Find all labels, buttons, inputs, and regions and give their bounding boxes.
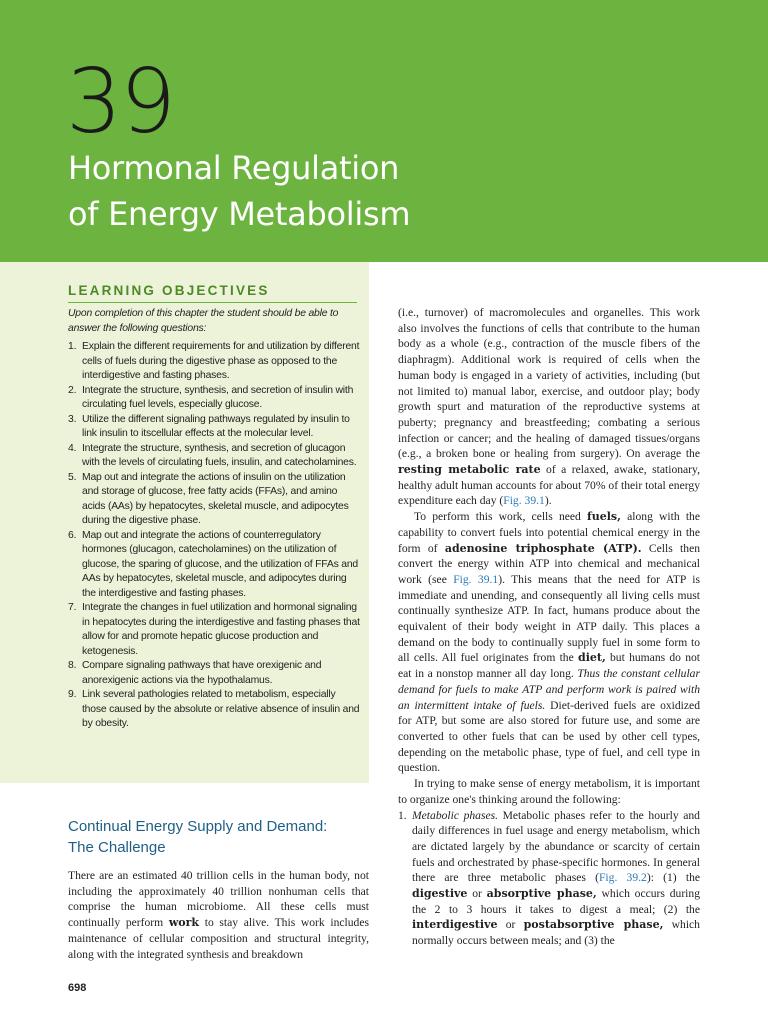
body-text: There are an estimated 40 trillion cells in the human body, not including the approximately 40 trillion nonhuman cells that comprise the human microbiome. All these cells must continually perform [68, 869, 369, 930]
body-text: ). [544, 494, 552, 508]
objective-number: 5. [68, 471, 77, 483]
list-item [398, 808, 700, 949]
objective-text: Integrate the structure, synthesis, and secretion of insulin with circulating fuel levels, especially glucose. [82, 384, 354, 410]
objective-text: Explain the different requirements for and utilization by different cells of fuels during the digestive phase as opposed to the interdigestive and fasting phases. [82, 341, 360, 381]
learning-objectives-heading: LEARNING OBJECTIVES [68, 283, 270, 298]
objective-item [68, 413, 360, 442]
body-text: which normally occurs between meals; and (3) the [412, 918, 700, 948]
left-column-paragraph [68, 868, 369, 962]
paragraph [398, 509, 700, 776]
body-text: or [497, 918, 524, 932]
keyword: interdigestive [412, 918, 498, 932]
objective-number: 6. [68, 529, 77, 541]
objective-text: Link several pathologies related to metabolism, especially those caused by the absolute or relative absence of insulin and by obesity. [82, 689, 360, 729]
objective-text: Compare signaling pathways that have orexigenic and anorexigenic actions via the hypothalamus. [82, 660, 322, 686]
objective-number: 9. [68, 689, 77, 700]
chapter-title-line: of Energy Metabolism [68, 195, 411, 233]
body-text: Metabolic phases refer to the hourly and daily differences in fuel usage and energy metabolism, which are dictated largely by the abundance or scarcity of certain fuels and orchestrated by phase-specific hormones. In general there are three metabolic phases ( [412, 808, 700, 885]
emphasis: Thus the constant cellular demand for fuels to make ATP and perform work is paired with an intermittent intake of fuels. [398, 667, 700, 712]
objective-item [68, 529, 360, 602]
body-text: To perform this work, cells need [414, 510, 588, 524]
chapter-number: 39 [66, 50, 174, 153]
figure-link[interactable]: Fig. 39.1 [503, 494, 545, 508]
objective-number: 4. [68, 442, 77, 454]
objective-item [68, 688, 360, 732]
body-text: but humans do not eat in a nonstop manner all day long. [398, 651, 701, 681]
body-text: Cells then convert the energy within ATP into chemical and mechanical work (see [398, 541, 701, 586]
chapter-title-line: Hormonal Regulation [68, 149, 400, 187]
objective-number: 8. [68, 660, 77, 671]
list-number: 1. [398, 808, 407, 822]
body-text: ). This means that the need for ATP is immediate and unending, and consequently all living cells must continually synthesize ATP. In fact, humans produce about the equivalent of their body weight in ATP daily. This places a demand on the body to continually supply fuel in some form to all cells. All fuel originates from the [398, 572, 700, 665]
objective-item [68, 471, 360, 529]
page-number: 698 [68, 982, 87, 994]
chapter-title [68, 145, 410, 237]
body-text: ): (1) the [646, 871, 701, 885]
objective-text: Integrate the changes in fuel utilization and hormonal signaling in hepatocytes during the interdigestive and fasting phases that allow for and promote hepatic glucose production and ketogenesis. [82, 602, 360, 657]
objective-item [68, 442, 360, 471]
objective-item [68, 659, 360, 688]
paragraph: In trying to make sense of energy metabolism, it is important to organize one's thinking around the following: [398, 777, 700, 806]
objective-text: Integrate the structure, synthesis, and secretion of glucagon with the levels of circulating fuels, insulin, and catecholamines. [82, 442, 357, 468]
objective-item [68, 601, 360, 659]
keyword: fuels, [587, 510, 621, 524]
objectives-divider [68, 302, 357, 303]
objective-item [68, 384, 360, 413]
objective-number: 1. [68, 341, 77, 352]
body-text: (i.e., turnover) of macromolecules and organelles. This work also involves the functions of cells that contribute to the human body as a whole (e.g., contraction of the muscle fibers of the diaphragm). Additional work is required of cells when the human body is engaged in a variety of activities, including (but not limited to) manual labor, exercise, and outdoor play; body growth spurt and maturation of the reproductive systems at puberty; pregnancy and breastfeeding; combating a serious infection or cancer; and the healing of damaged tissues/organs (e.g., a broken bone or healing from surgery). On average the [398, 306, 700, 461]
body-text: Diet-derived fuels are oxidized for ATP, but some are also stored for future use, and some are converted to other fuels that can be used by other cell types, depending on the metabolic phase, type of fuel, and cell type in question. [398, 698, 700, 775]
section-heading [68, 816, 368, 858]
keyword: diet, [578, 651, 606, 665]
numbered-list [398, 808, 700, 949]
paragraph [398, 305, 700, 509]
objective-item [68, 340, 360, 384]
keyword: absorptive phase, [486, 887, 597, 901]
right-column [398, 305, 700, 949]
body-text: of a relaxed, awake, stationary, healthy adult human accounts for about 70% of their total energy expenditure each day ( [398, 463, 700, 508]
objective-number: 3. [68, 413, 77, 425]
objective-text: Map out and integrate the actions of insulin on the utilization and storage of glucose, free fatty acids (FFAs), and amino acids (AAs) by hepatocytes, skeletal muscle, and adipocytes during the digestive phase. [82, 471, 349, 526]
keyword: postabsorptive phase, [523, 918, 664, 932]
objective-text: Map out and integrate the actions of counterregulatory hormones (glucagon, catecholamines) on the utilization of glucose, the sparing of glucose, and the utilization of FFAs and AAs by hepatocytes, skeletal muscle, and adipocytes during the interdigestive and fasting phases. [82, 529, 359, 599]
body-text: along with the capability to convert fuels into potential chemical energy in the form of [398, 510, 700, 555]
keyword: adenosine triphosphate (ATP). [444, 541, 642, 555]
keyword: work [168, 916, 200, 930]
figure-link[interactable]: Fig. 39.1 [453, 572, 499, 586]
learning-objectives-intro: Upon completion of this chapter the student should be able to answer the following questions: [68, 308, 339, 334]
keyword: resting metabolic rate [398, 463, 541, 477]
emphasis: Metabolic phases. [412, 808, 499, 822]
body-text: or [467, 887, 487, 901]
section-heading-line: Continual Energy Supply and Demand: [68, 818, 328, 835]
objective-text: Utilize the different signaling pathways regulated by insulin to link insulin to itscellular effects at the molecular level. [82, 413, 350, 439]
section-heading-line: The Challenge [68, 839, 166, 856]
keyword: digestive [412, 887, 468, 901]
objective-number: 7. [68, 602, 77, 613]
body-text: to stay alive. This work includes maintenance of cellular composition and structural integrity, along with the integrated synthesis and breakdown [68, 916, 369, 961]
objective-number: 2. [68, 384, 77, 396]
body-text: which occurs during the 2 to 3 hours it takes to digest a meal; (2) the [412, 887, 700, 916]
figure-link[interactable]: Fig. 39.2 [598, 871, 647, 885]
learning-objectives-list [68, 340, 360, 732]
